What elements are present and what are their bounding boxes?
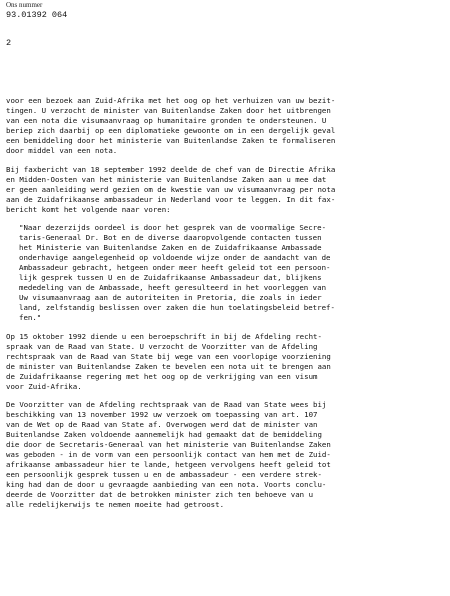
text-line: alle redelijkerwijs te nemen moeite had getroost.: [6, 500, 225, 509]
text-line: Bij faxbericht van 18 september 1992 deelde de chef van de Directie Afrika: [6, 164, 336, 174]
text-line: lijk gesprek tussen U en de Zuidafrikaanse Ambassadeur dat, blijkens: [19, 273, 322, 282]
text-line: het Ministerie van Buitenlandse Zaken en de Zuidafrikaanse Ambassade: [19, 243, 322, 252]
page-number: 2: [6, 38, 12, 48]
text-line: er geen aanleiding werd gezien om de kwestie van uw visumaanvraag per nota: [6, 184, 336, 194]
text-line: was geboden - in de vorm van een persoonlijk contact van hem met de Zuid-: [6, 450, 331, 459]
text-line: een persoonlijk gesprek tussen u en de ambassadeur - een verdere strek-: [6, 470, 322, 479]
text-line: de Zuidafrikaanse regering met het oog op de verkrijging van een visum: [6, 371, 318, 381]
text-line: beriep zich daarbij op een diplomatieke gewoonte om in een dergelijk geval: [6, 126, 336, 135]
body-paragraph: [6, 165, 446, 215]
text-line: tingen. U verzocht de minister van Buitenlandse Zaken door het uitbrengen: [6, 106, 331, 115]
text-line: van een nota die visumaanvraag op humanitaire gronden te ondersteunen. U: [6, 116, 327, 125]
document-body: [6, 96, 446, 519]
text-line: een bemiddeling door het ministerie van Buitenlandse Zaken te formaliseren: [6, 136, 336, 145]
block-quote: [19, 223, 446, 323]
text-line: die door de Secretaris-Generaal van het ministerie van Buitenlandse Zaken: [6, 440, 331, 449]
text-line: rechtspraak van de Raad van State bij wege van een voorlopige voorziening: [6, 351, 331, 361]
text-line: voor een bezoek aan Zuid-Afrika met het oog op het verhuizen van uw bezit-: [6, 96, 336, 105]
text-line: en Midden-Oosten van het ministerie van Buitenlandse Zaken aan u mee dat: [6, 174, 327, 184]
reference-label: Ons nummer: [6, 1, 43, 9]
text-line: deerde de Voorzitter dat de betrokken minister zich ten behoeve van u: [6, 490, 314, 499]
text-line: De Voorzitter van de Afdeling rechtspraak van de Raad van State wees bij: [6, 400, 327, 409]
body-paragraph: [6, 400, 446, 510]
text-line: Ambassadeur gebracht, hetgeen onder meer heeft geleid tot een persoon-: [19, 263, 331, 272]
text-line: de minister van Buitenlandse Zaken te bevelen een nota uit te brengen aan: [6, 361, 331, 371]
text-line: Uw visumaanvraag aan de autoriteiten in Pretoria, die zoals in ieder: [19, 293, 322, 302]
text-line: king had dan de door u gevraagde aanbieding van een nota. Voorts conclu-: [6, 480, 327, 489]
reference-number: 93.01392 064: [6, 10, 68, 20]
text-line: bericht komt het volgende naar voren:: [6, 204, 171, 214]
text-line: "Naar dezerzijds oordeel is door het gesprek van de voormalige Secre-: [19, 223, 327, 232]
text-line: beschikking van 13 november 1992 uw verzoek om toepassing van art. 107: [6, 410, 318, 419]
text-line: onderhavige aangelegenheid op voldoende wijze onder de aandacht van de: [19, 253, 331, 262]
text-line: mededeling van de Ambassade, heeft geresulteerd in het voorleggen van: [19, 283, 327, 292]
body-paragraph: [6, 96, 446, 156]
text-line: spraak van de Raad van State. U verzocht de Voorzitter van de Afdeling: [6, 341, 318, 351]
text-line: land, zelfstandig beslissen over zaken die hun toelatingsbeleid betref-: [19, 303, 335, 312]
text-line: door middel van een nota.: [6, 146, 118, 155]
text-line: Buitenlandse Zaken voldoende aannemelijk had gemaakt dat de bemiddeling: [6, 430, 322, 439]
text-line: voor Zuid-Afrika.: [6, 381, 82, 391]
text-line: fen.": [19, 313, 42, 322]
text-line: van de Wet op de Raad van State af. Overwogen werd dat de minister van: [6, 420, 318, 429]
text-line: taris-Generaal Dr. Bot en de diverse daaropvolgende contacten tussen: [19, 233, 322, 242]
text-line: afrikaanse ambassadeur hier te lande, hetgeen vervolgens heeft geleid tot: [6, 460, 331, 469]
text-line: Op 15 oktober 1992 diende u een beroepschrift in bij de Afdeling recht-: [6, 331, 322, 341]
document-header: [6, 1, 67, 48]
text-line: aan de Zuidafrikaanse ambassadeur in Nederland voor te leggen. In dit fax-: [6, 194, 336, 204]
body-paragraph: [6, 332, 446, 392]
